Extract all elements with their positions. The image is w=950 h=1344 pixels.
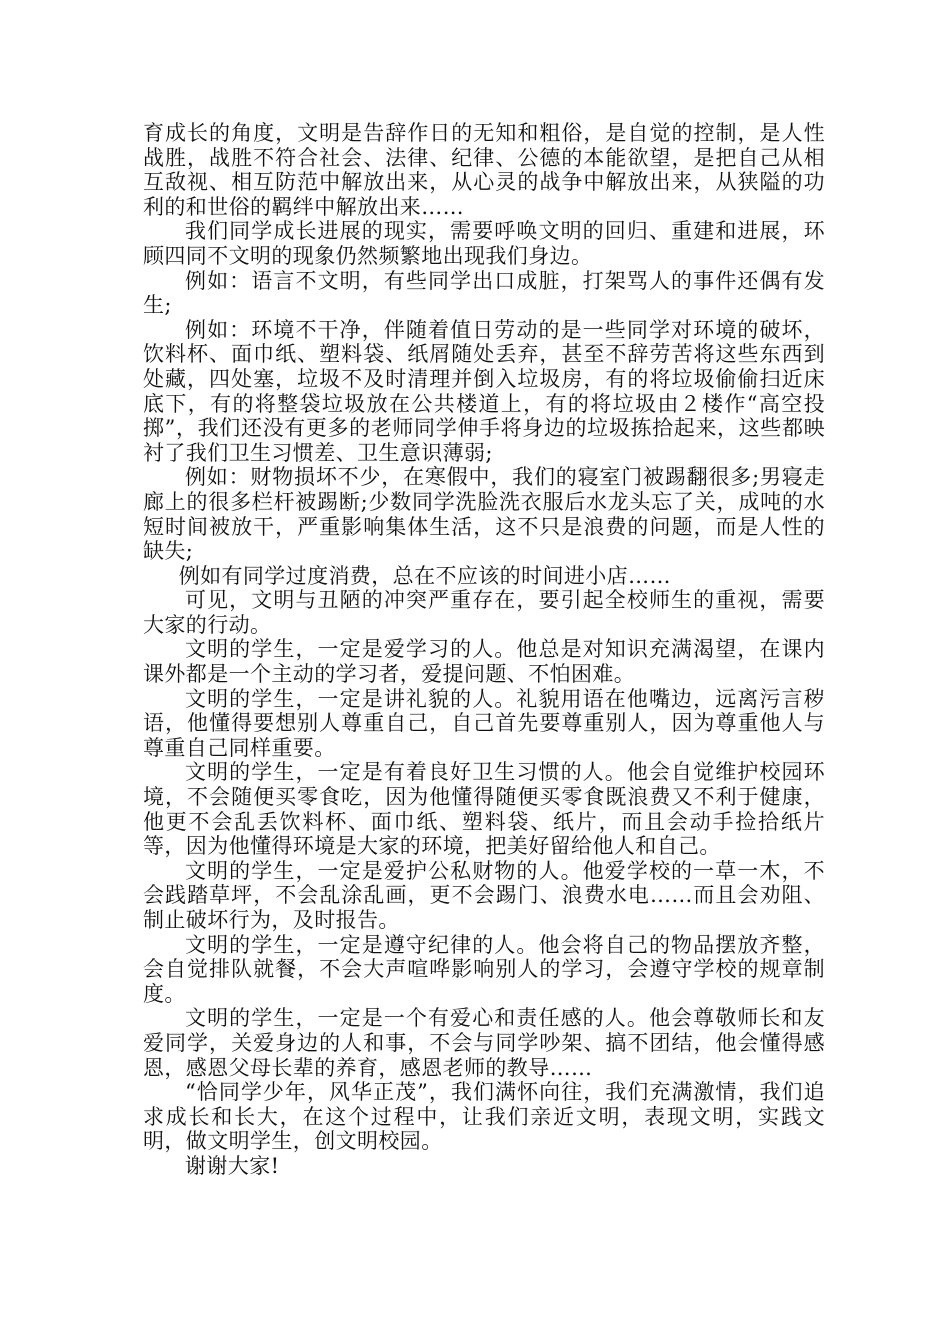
paragraph-loves-learning: 文明的学生，一定是爱学习的人。他总是对知识充满渴望，在课内课外都是一个主动的学习者，爱提问题、不怕困难。: [143, 637, 825, 687]
paragraph-example-environment: 例如：环境不干净，伴随着值日劳动的是一些同学对环境的破坏，饮料杯、面巾纸、塑料袋、纸屑随处丢弃，甚至不辞劳苦将这些东西到处藏，四处塞，垃圾不及时清理并倒入垃圾房，有的将垃圾偷偷扫近床底下，有的将整袋垃圾放在公共楼道上，有的将垃圾由２楼作“高空投掷”，我们还没有更多的老师同学伸手将身边的垃圾拣拾起来，这些都映衬了我们卫生习惯差、卫生意识薄弱;: [143, 317, 825, 465]
paragraph-protect-property: 文明的学生，一定是爱护公私财物的人。他爱学校的一草一木，不会践踏草坪，不会乱涂乱画，更不会踢门、浪费水电……而且会劝阻、制止破坏行为，及时报告。: [143, 858, 825, 932]
paragraph-conclusion: “恰同学少年，风华正茂”，我们满怀向往，我们充满激情，我们追求成长和长大，在这个过程中，让我们亲近文明，表现文明，实践文明，做文明学生，创文明校园。: [143, 1080, 825, 1154]
paragraph-continuation: 育成长的角度，文明是告辞作日的无知和粗俗，是自觉的控制，是人性战胜，战胜不符合社会、法律、纪律、公德的本能欲望，是把自己从相互敌视、相互防范中解放出来，从心灵的战争中解放出来，从狭隘的功利的和世俗的羁绊中解放出来……: [143, 121, 825, 219]
paragraph-reality: 我们同学成长进展的现实，需要呼唤文明的回归、重建和进展，环顾四同不文明的现象仍然频繁地出现我们身边。: [143, 219, 825, 268]
paragraph-discipline: 文明的学生，一定是遵守纪律的人。他会将自己的物品摆放齐整，会自觉排队就餐，不会大声喧哗影响别人的学习，会遵守学校的规章制度。: [143, 932, 825, 1006]
paragraph-responsibility: 文明的学生，一定是一个有爱心和责任感的人。他会尊敬师长和友爱同学，关爱身边的人和事，不会与同学吵架、搞不团结，他会懂得感恩，感恩父母长辈的养育，感恩老师的教导……: [143, 1006, 825, 1080]
paragraph-example-property: 例如：财物损坏不少，在寒假中，我们的寝室门被踢翻很多;男寝走廊上的很多栏杆被踢断;少数同学洗脸洗衣服后水龙头忘了关，成吨的水短时间被放干，严重影响集体生活，这不只是浪费的问题，而是人性的缺失;: [143, 465, 825, 564]
paragraph-polite: 文明的学生，一定是讲礼貌的人。礼貌用语在他嘴边，远离污言秽语，他懂得要想别人尊重自己，自己首先要尊重别人，因为尊重他人与尊重自己同样重要。: [143, 686, 825, 760]
document-body: [143, 121, 825, 1179]
paragraph-hygiene: 文明的学生，一定是有着良好卫生习惯的人。他会自觉维护校园环境，不会随便买零食吃，因为他懂得随便买零食既浪费又不利于健康，他更不会乱丢饮料杯、面巾纸、塑料袋、纸片，而且会动手捡拾纸片等，因为他懂得环境是大家的环境，把美好留给他人和自己。: [143, 760, 825, 859]
paragraph-thanks: 谢谢大家!: [185, 1153, 280, 1178]
paragraph-conflict: 可见，文明与丑陋的冲突严重存在，要引起全校师生的重视，需要大家的行动。: [143, 588, 825, 637]
paragraph-example-consumption: 例如有同学过度消费，总在不应该的时间进小店……: [178, 563, 671, 588]
paragraph-example-language: 例如：语言不文明，有些同学出口成脏，打架骂人的事件还偶有发生;: [143, 268, 825, 318]
